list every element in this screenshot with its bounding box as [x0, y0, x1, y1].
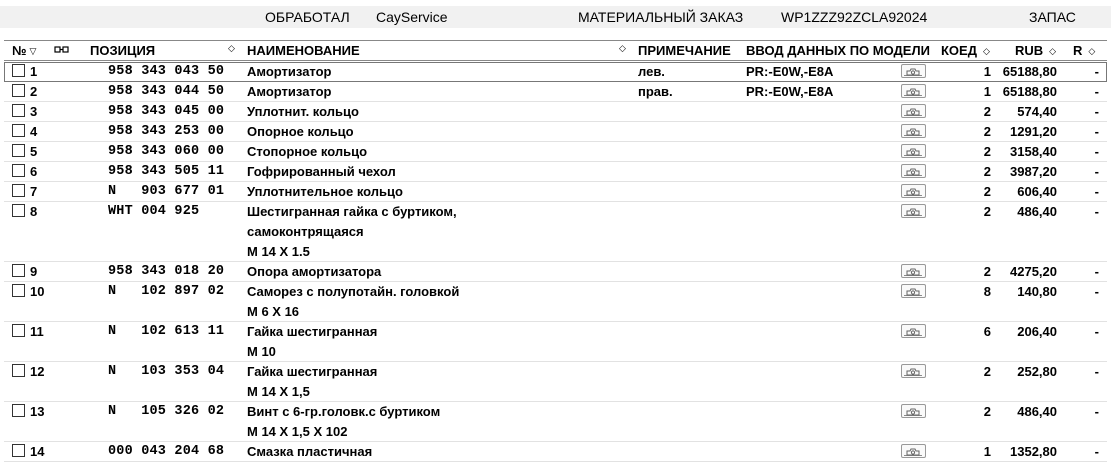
stock-label[interactable]: ЗАПАС — [1029, 9, 1076, 25]
price: 4275,20 — [1010, 264, 1057, 279]
row-number: 14 — [30, 444, 45, 459]
r-flag: - — [1094, 324, 1099, 339]
r-flag: - — [1094, 64, 1099, 79]
row-checkbox[interactable] — [12, 144, 25, 157]
part-name — [247, 62, 332, 82]
price: 3158,40 — [1010, 144, 1057, 159]
row-number: 11 — [30, 324, 44, 339]
part-name-line: M 6 X 16 — [247, 304, 300, 319]
price: 1352,80 — [1010, 444, 1057, 459]
part-number: N 903 677 01 — [108, 184, 225, 199]
part-name-line: Гайка шестигранная — [247, 364, 378, 379]
quantity: 2 — [983, 124, 991, 139]
part-name-line: Саморез с полупотайн. головкой — [247, 284, 460, 299]
part-name-line: Уплотнительное кольцо — [247, 184, 403, 199]
row-checkbox[interactable] — [12, 404, 25, 417]
quantity: 2 — [983, 404, 991, 419]
table-row[interactable] — [4, 202, 1107, 262]
part-number: 958 343 045 00 — [108, 104, 225, 119]
row-number: 5 — [30, 144, 38, 159]
part-name-line: Опорное кольцо — [247, 124, 354, 139]
illustration-icon[interactable] — [901, 204, 926, 218]
r-flag: - — [1094, 164, 1099, 179]
part-name — [247, 162, 396, 182]
row-number: 1 — [30, 64, 38, 79]
table-row[interactable] — [4, 402, 1107, 442]
table-header — [4, 40, 1107, 61]
quantity: 2 — [983, 104, 991, 119]
illustration-icon[interactable] — [901, 404, 926, 418]
quantity: 8 — [983, 284, 991, 299]
illustration-icon[interactable] — [901, 84, 926, 98]
price: 140,80 — [1017, 284, 1057, 299]
part-name — [247, 322, 377, 362]
row-checkbox[interactable] — [12, 324, 25, 337]
quantity: 1 — [983, 64, 991, 79]
illustration-icon[interactable] — [901, 144, 926, 158]
part-number: 958 343 253 00 — [108, 124, 225, 139]
col-note-header[interactable]: ПРИМЕЧАНИЕ — [638, 43, 731, 58]
table-row[interactable] — [4, 142, 1107, 162]
row-checkbox[interactable] — [12, 364, 25, 377]
part-name — [247, 282, 459, 322]
col-num-header[interactable]: № ▽ — [12, 43, 37, 58]
price: 252,80 — [1017, 364, 1057, 379]
row-number: 2 — [30, 84, 38, 99]
part-note: прав. — [638, 84, 673, 99]
part-name-line: M 14 X 1,5 — [247, 384, 310, 399]
part-name-line: Амортизатор — [247, 64, 332, 79]
illustration-icon[interactable] — [901, 124, 926, 138]
price: 65188,80 — [1002, 64, 1057, 79]
table-row[interactable] — [4, 282, 1107, 322]
illustration-icon[interactable] — [901, 284, 926, 298]
price: 3987,20 — [1010, 164, 1057, 179]
row-checkbox[interactable] — [12, 64, 25, 77]
col-qty-header[interactable]: КОЕД ◇ — [941, 43, 990, 58]
quantity: 1 — [983, 444, 991, 459]
sort-icon[interactable]: ◇ — [228, 43, 235, 53]
table-row[interactable] — [4, 162, 1107, 182]
part-number: WHT 004 925 — [108, 204, 200, 219]
price: 1291,20 — [1010, 124, 1057, 139]
part-name — [247, 362, 377, 402]
illustration-icon[interactable] — [901, 164, 926, 178]
table-row[interactable] — [4, 102, 1107, 122]
col-position-header[interactable]: ПОЗИЦИЯ — [90, 43, 156, 58]
row-checkbox[interactable] — [12, 84, 25, 97]
illustration-icon[interactable] — [901, 184, 926, 198]
part-name — [247, 142, 367, 162]
quantity: 2 — [983, 264, 991, 279]
row-number: 13 — [30, 404, 45, 419]
row-checkbox[interactable] — [12, 164, 25, 177]
r-flag: - — [1094, 124, 1099, 139]
part-name-line: Стопорное кольцо — [247, 144, 368, 159]
table-row[interactable] — [4, 62, 1107, 82]
r-flag: - — [1094, 284, 1099, 299]
table-row[interactable] — [4, 82, 1107, 102]
part-note: лев. — [638, 64, 665, 79]
part-name-line: Гайка шестигранная — [247, 324, 378, 339]
illustration-icon[interactable] — [901, 264, 926, 278]
part-name — [247, 402, 440, 442]
part-name-line: Шестигранная гайка с буртиком, — [247, 204, 457, 219]
r-flag: - — [1094, 204, 1099, 219]
part-name — [247, 82, 332, 102]
order-id-value: WP1ZZZ92ZCLA92024 — [781, 9, 928, 25]
model-data: PR:-E0W,-E8A — [746, 84, 834, 99]
part-number: N 105 326 02 — [108, 404, 225, 419]
r-flag: - — [1094, 364, 1099, 379]
table-row[interactable] — [4, 122, 1107, 142]
part-name-line: Амортизатор — [247, 84, 332, 99]
part-name-line: Уплотнит. кольцо — [247, 104, 359, 119]
quantity: 2 — [983, 204, 991, 219]
part-name — [247, 262, 381, 282]
row-checkbox[interactable] — [12, 104, 25, 117]
col-price-header[interactable]: RUB ◇ — [1015, 43, 1057, 58]
illustration-icon[interactable] — [901, 64, 926, 78]
row-checkbox[interactable] — [12, 264, 25, 277]
filter-icon[interactable] — [54, 44, 70, 59]
row-number: 7 — [30, 184, 38, 199]
part-name — [247, 102, 359, 122]
part-name-line: M 14 X 1.5 — [247, 244, 310, 259]
sort-icon[interactable]: ◇ — [1049, 46, 1057, 56]
price: 486,40 — [1017, 404, 1057, 419]
part-name — [247, 202, 457, 262]
table-row[interactable] — [4, 442, 1107, 462]
r-flag: - — [1094, 144, 1099, 159]
price: 65188,80 — [1002, 84, 1057, 99]
table-row[interactable] — [4, 182, 1107, 202]
col-r-header[interactable]: R ◇ — [1073, 43, 1096, 58]
col-model-header[interactable]: ВВОД ДАННЫХ ПО МОДЕЛИ — [746, 43, 930, 58]
sort-icon[interactable]: ◇ — [619, 43, 626, 53]
part-name — [247, 442, 372, 462]
part-number: N 103 353 04 — [108, 364, 225, 379]
quantity: 2 — [983, 184, 991, 199]
r-flag: - — [1094, 264, 1099, 279]
row-checkbox[interactable] — [12, 184, 25, 197]
r-flag: - — [1094, 104, 1099, 119]
table-row[interactable] — [4, 262, 1107, 282]
price: 574,40 — [1017, 104, 1057, 119]
row-checkbox[interactable] — [12, 124, 25, 137]
illustration-icon[interactable] — [901, 444, 926, 458]
r-flag: - — [1094, 84, 1099, 99]
r-flag: - — [1094, 184, 1099, 199]
part-name-line: Винт с 6-гр.головк.с буртиком — [247, 404, 441, 419]
illustration-icon[interactable] — [901, 104, 926, 118]
row-checkbox[interactable] — [12, 284, 25, 297]
quantity: 2 — [983, 144, 991, 159]
processed-label: ОБРАБОТАЛ — [265, 9, 350, 25]
row-number: 9 — [30, 264, 38, 279]
illustration-icon[interactable] — [901, 324, 926, 338]
part-name-line: M 14 X 1,5 X 102 — [247, 424, 348, 439]
order-label: МАТЕРИАЛЬНЫЙ ЗАКАЗ — [578, 9, 744, 25]
row-checkbox[interactable] — [12, 204, 25, 217]
order-info-bar — [0, 6, 1111, 28]
price: 486,40 — [1017, 204, 1057, 219]
quantity: 1 — [983, 84, 991, 99]
quantity: 2 — [983, 164, 991, 179]
table-row[interactable] — [4, 362, 1107, 402]
price: 606,40 — [1017, 184, 1057, 199]
part-number: 958 343 043 50 — [108, 64, 225, 79]
row-checkbox[interactable] — [12, 444, 25, 457]
part-number: 000 043 204 68 — [108, 444, 225, 459]
sort-icon[interactable]: ◇ — [982, 46, 990, 56]
r-flag: - — [1094, 444, 1099, 459]
sort-icon[interactable]: ▽ — [29, 46, 37, 56]
part-number: 958 343 018 20 — [108, 264, 225, 279]
part-number: 958 343 505 11 — [108, 164, 225, 179]
part-name-line: самоконтрящаяся — [247, 224, 364, 239]
quantity: 2 — [983, 364, 991, 379]
r-flag: - — [1094, 404, 1099, 419]
part-name-line: Гофрированный чехол — [247, 164, 396, 179]
row-number: 3 — [30, 104, 38, 119]
model-data: PR:-E0W,-E8A — [746, 64, 834, 79]
part-name-line: Смазка пластичная — [247, 444, 373, 459]
row-number: 8 — [30, 204, 38, 219]
part-name-line: Опора амортизатора — [247, 264, 382, 279]
sort-icon[interactable]: ◇ — [1088, 46, 1096, 56]
part-name — [247, 122, 354, 142]
parts-table — [4, 62, 1107, 462]
part-name-line: M 10 — [247, 344, 276, 359]
illustration-icon[interactable] — [901, 364, 926, 378]
part-number: N 102 613 11 — [108, 324, 225, 339]
row-number: 10 — [30, 284, 45, 299]
row-number: 4 — [30, 124, 38, 139]
table-row[interactable] — [4, 322, 1107, 362]
price: 206,40 — [1017, 324, 1057, 339]
part-number: 958 343 044 50 — [108, 84, 225, 99]
part-number: N 102 897 02 — [108, 284, 225, 299]
part-number: 958 343 060 00 — [108, 144, 225, 159]
col-name-header[interactable]: НАИМЕНОВАНИЕ — [247, 43, 360, 58]
quantity: 6 — [983, 324, 991, 339]
part-name — [247, 182, 403, 202]
row-number: 12 — [30, 364, 45, 379]
row-number: 6 — [30, 164, 38, 179]
processed-by-value: CayService — [376, 9, 448, 25]
